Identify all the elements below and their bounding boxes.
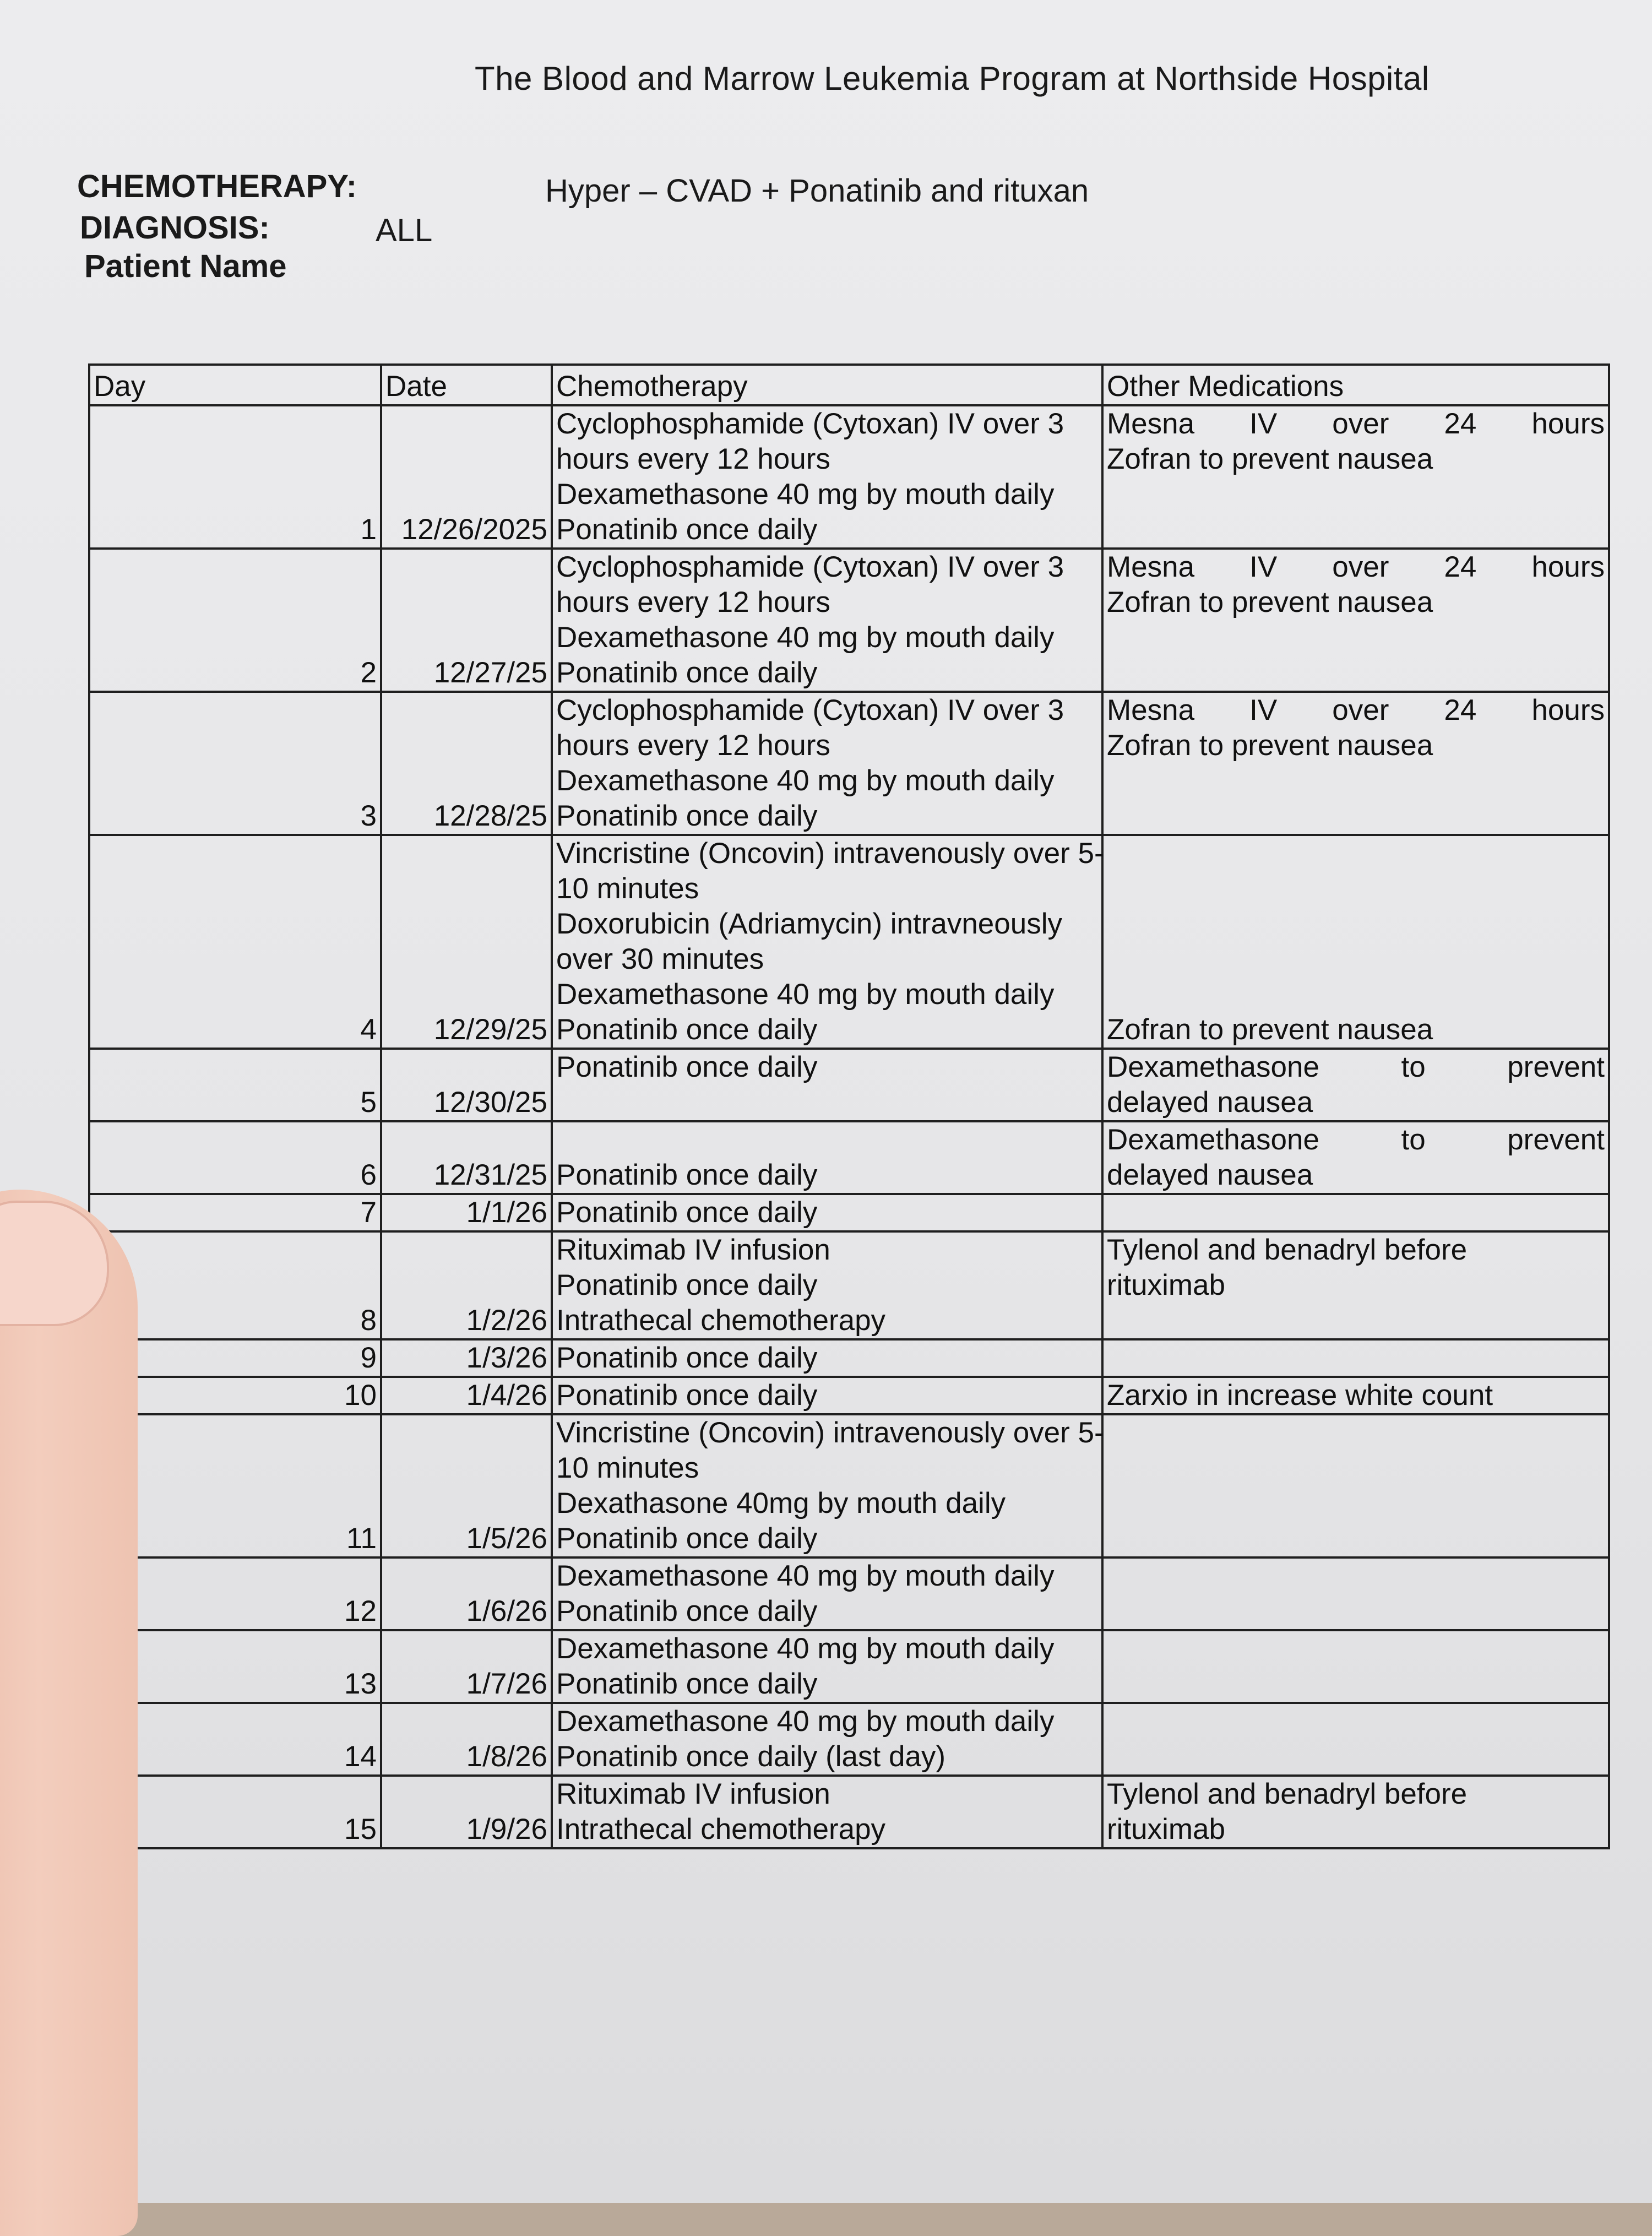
other-medications-cell (1102, 1194, 1609, 1231)
chemotherapy-line: Ponatinib once daily (556, 800, 818, 832)
chemotherapy-line: Rituximab IV infusion (556, 1234, 830, 1266)
chemotherapy-line: Ponatinib once daily (556, 1196, 818, 1229)
chemotherapy-line: Ponatinib once daily (556, 1595, 818, 1627)
other-medication-line (1107, 550, 1605, 585)
table-row (89, 835, 1609, 1049)
table-row (89, 405, 1609, 549)
table-row (89, 1049, 1609, 1121)
chemotherapy-cell (552, 1703, 1102, 1776)
other-medications-cell (1102, 1557, 1609, 1630)
chemotherapy-line: Dexathasone 40mg by mouth daily (556, 1487, 1006, 1519)
chemotherapy-line: Ponatinib once daily (556, 513, 818, 546)
column-header-day: Day (89, 365, 381, 405)
date-cell: 12/30/25 (381, 1049, 552, 1121)
chemotherapy-cell (552, 1377, 1102, 1414)
table-row (89, 692, 1609, 835)
chemotherapy-schedule-table (88, 363, 1610, 1849)
other-medication-line (1107, 693, 1605, 728)
day-number-cell: 4 (89, 835, 381, 1049)
other-medications-cell (1102, 1049, 1609, 1121)
table-row (89, 1630, 1609, 1703)
table-row (89, 1703, 1609, 1776)
chemotherapy-line: Ponatinib once daily (556, 1668, 818, 1700)
date-cell: 1/3/26 (381, 1339, 552, 1377)
day-number-cell: 1 (89, 405, 381, 549)
date-cell: 12/31/25 (381, 1121, 552, 1194)
day-number-cell: 9 (89, 1339, 381, 1377)
chemotherapy-line: over 30 minutes (556, 943, 764, 975)
other-medication-line: Zofran to prevent nausea (1107, 1013, 1433, 1046)
chemotherapy-line: 10 minutes (556, 1452, 699, 1484)
other-medications-cell (1102, 1703, 1609, 1776)
other-medications-cell (1102, 1630, 1609, 1703)
medication-word: 24 (1444, 694, 1477, 726)
day-number-cell: 8 (89, 1231, 381, 1339)
other-medications-cell (1102, 1414, 1609, 1557)
other-medication-line: rituximab (1107, 1269, 1226, 1301)
chemotherapy-cell (552, 1414, 1102, 1557)
other-medication-line (1107, 406, 1605, 442)
table-row (89, 1339, 1609, 1377)
date-cell: 1/8/26 (381, 1703, 552, 1776)
chemotherapy-cell (552, 549, 1102, 692)
day-number-cell: 7 (89, 1194, 381, 1231)
other-medications-cell (1102, 835, 1609, 1049)
other-medication-line: Tylenol and benadryl before (1107, 1234, 1468, 1266)
chemotherapy-line: 10 minutes (556, 872, 699, 905)
date-cell: 12/28/25 (381, 692, 552, 835)
other-medications-cell (1102, 1776, 1609, 1848)
chemotherapy-cell (552, 1121, 1102, 1194)
medication-word: over (1332, 551, 1389, 583)
chemotherapy-cell (552, 405, 1102, 549)
other-medication-line: Tylenol and benadryl before (1107, 1778, 1468, 1810)
chemotherapy-line: Ponatinib once daily (556, 656, 818, 689)
day-number-cell: 11 (89, 1414, 381, 1557)
chemotherapy-line: Dexamethasone 40 mg by mouth daily (556, 478, 1055, 511)
medication-word: Dexamethasone (1107, 1124, 1319, 1156)
column-header-other-medications: Other Medications (1102, 365, 1609, 405)
medication-word: over (1332, 694, 1389, 726)
medication-word: Mesna (1107, 408, 1195, 440)
other-medications-cell (1102, 1231, 1609, 1339)
date-cell: 1/1/26 (381, 1194, 552, 1231)
other-medications-cell (1102, 1339, 1609, 1377)
table-body (89, 405, 1609, 1848)
day-number-cell: 3 (89, 692, 381, 835)
table-row (89, 1414, 1609, 1557)
chemotherapy-line: hours every 12 hours (556, 443, 830, 475)
date-cell: 1/9/26 (381, 1776, 552, 1848)
chemotherapy-line: Dexamethasone 40 mg by mouth daily (556, 1705, 1055, 1738)
medication-word: IV (1249, 694, 1278, 726)
column-header-date: Date (381, 365, 552, 405)
diagnosis-value: ALL (376, 213, 433, 248)
chemotherapy-line: Ponatinib once daily (556, 1159, 818, 1191)
date-cell: 12/29/25 (381, 835, 552, 1049)
chemotherapy-cell (552, 1049, 1102, 1121)
chemotherapy-line: Ponatinib once daily (556, 1342, 818, 1374)
table-row (89, 1231, 1609, 1339)
medication-word: Mesna (1107, 551, 1195, 583)
day-number-cell: 12 (89, 1557, 381, 1630)
other-medication-line: delayed nausea (1107, 1159, 1313, 1191)
other-medication-line: delayed nausea (1107, 1086, 1313, 1119)
other-medication-line (1107, 1122, 1605, 1158)
date-cell: 1/4/26 (381, 1377, 552, 1414)
chemotherapy-line: Dexamethasone 40 mg by mouth daily (556, 1632, 1055, 1665)
chemotherapy-cell (552, 1231, 1102, 1339)
medication-word: to (1401, 1124, 1426, 1156)
holding-thumb (0, 1190, 138, 2236)
chemotherapy-line: Intrathecal chemotherapy (556, 1813, 886, 1846)
chemotherapy-line: Vincristine (Oncovin) intravenously over 5- (556, 837, 1104, 870)
chemotherapy-line: Ponatinib once daily (last day) (556, 1740, 946, 1773)
medication-word: 24 (1444, 408, 1477, 440)
chemotherapy-line: Rituximab IV infusion (556, 1778, 830, 1810)
other-medications-cell (1102, 405, 1609, 549)
date-cell: 12/26/2025 (381, 405, 552, 549)
day-number-cell: 5 (89, 1049, 381, 1121)
day-number-cell: 14 (89, 1703, 381, 1776)
chemotherapy-line: Doxorubicin (Adriamycin) intravneously (556, 908, 1063, 940)
medication-word: IV (1249, 408, 1278, 440)
other-medication-line: Zofran to prevent nausea (1107, 443, 1433, 475)
column-header-chemotherapy: Chemotherapy (552, 365, 1102, 405)
chemotherapy-line: Vincristine (Oncovin) intravenously over 5- (556, 1417, 1104, 1449)
chemotherapy-cell (552, 1630, 1102, 1703)
chemotherapy-line: Dexamethasone 40 mg by mouth daily (556, 764, 1055, 797)
medication-word: Mesna (1107, 694, 1195, 726)
other-medication-line (1107, 1050, 1605, 1085)
chemotherapy-line: Dexamethasone 40 mg by mouth daily (556, 978, 1055, 1011)
chemotherapy-value: Hyper – CVAD + Ponatinib and rituxan (545, 173, 1089, 209)
date-cell: 12/27/25 (381, 549, 552, 692)
other-medications-cell (1102, 1377, 1609, 1414)
chemotherapy-label: CHEMOTHERAPY: (77, 169, 357, 204)
chemotherapy-line: Dexamethasone 40 mg by mouth daily (556, 1560, 1055, 1592)
medication-word: over (1332, 408, 1389, 440)
day-number-cell: 13 (89, 1630, 381, 1703)
date-cell: 1/2/26 (381, 1231, 552, 1339)
day-number-cell: 15 (89, 1776, 381, 1848)
chemotherapy-cell (552, 692, 1102, 835)
medication-word: hours (1531, 408, 1605, 440)
chemotherapy-line: Dexamethasone 40 mg by mouth daily (556, 621, 1055, 654)
date-cell: 1/6/26 (381, 1557, 552, 1630)
medication-word: prevent (1507, 1124, 1605, 1156)
medication-word: 24 (1444, 551, 1477, 583)
table-header-row (89, 365, 1609, 405)
table-row (89, 549, 1609, 692)
date-cell: 1/5/26 (381, 1414, 552, 1557)
medication-word: prevent (1507, 1051, 1605, 1083)
patient-name-label: Patient Name (84, 248, 287, 284)
medication-word: hours (1531, 694, 1605, 726)
chemotherapy-line: Ponatinib once daily (556, 1269, 818, 1301)
other-medication-line: rituximab (1107, 1813, 1226, 1846)
day-number-cell: 6 (89, 1121, 381, 1194)
chemotherapy-line: hours every 12 hours (556, 729, 830, 762)
other-medication-line: Zarxio in increase white count (1107, 1379, 1493, 1412)
document-title: The Blood and Marrow Leukemia Program at Northside Hospital (475, 60, 1430, 97)
chemotherapy-line: hours every 12 hours (556, 586, 830, 618)
other-medication-line: Zofran to prevent nausea (1107, 586, 1433, 618)
medication-word: hours (1531, 551, 1605, 583)
table-row (89, 1776, 1609, 1848)
chemotherapy-cell (552, 835, 1102, 1049)
chemotherapy-cell (552, 1776, 1102, 1848)
chemotherapy-line: Intrathecal chemotherapy (556, 1304, 886, 1337)
chemotherapy-cell (552, 1194, 1102, 1231)
table-row (89, 1377, 1609, 1414)
medication-word: Dexamethasone (1107, 1051, 1319, 1083)
chemotherapy-cell (552, 1557, 1102, 1630)
other-medications-cell (1102, 549, 1609, 692)
chemotherapy-line: Ponatinib once daily (556, 1051, 818, 1083)
chemotherapy-line: Ponatinib once daily (556, 1379, 818, 1412)
table-row (89, 1121, 1609, 1194)
chemotherapy-line: Cyclophosphamide (Cytoxan) IV over 3 (556, 551, 1064, 583)
table-row (89, 1194, 1609, 1231)
table-row (89, 1557, 1609, 1630)
other-medications-cell (1102, 1121, 1609, 1194)
day-number-cell: 10 (89, 1377, 381, 1414)
day-number-cell: 2 (89, 549, 381, 692)
chemotherapy-cell (552, 1339, 1102, 1377)
chemotherapy-line: Ponatinib once daily (556, 1013, 818, 1046)
chemotherapy-line: Ponatinib once daily (556, 1522, 818, 1555)
other-medications-cell (1102, 692, 1609, 835)
medication-word: IV (1249, 551, 1278, 583)
chemotherapy-line: Cyclophosphamide (Cytoxan) IV over 3 (556, 408, 1064, 440)
date-cell: 1/7/26 (381, 1630, 552, 1703)
medication-word: to (1401, 1051, 1426, 1083)
other-medication-line: Zofran to prevent nausea (1107, 729, 1433, 762)
diagnosis-label: DIAGNOSIS: (80, 210, 270, 246)
chemotherapy-line: Cyclophosphamide (Cytoxan) IV over 3 (556, 694, 1064, 726)
